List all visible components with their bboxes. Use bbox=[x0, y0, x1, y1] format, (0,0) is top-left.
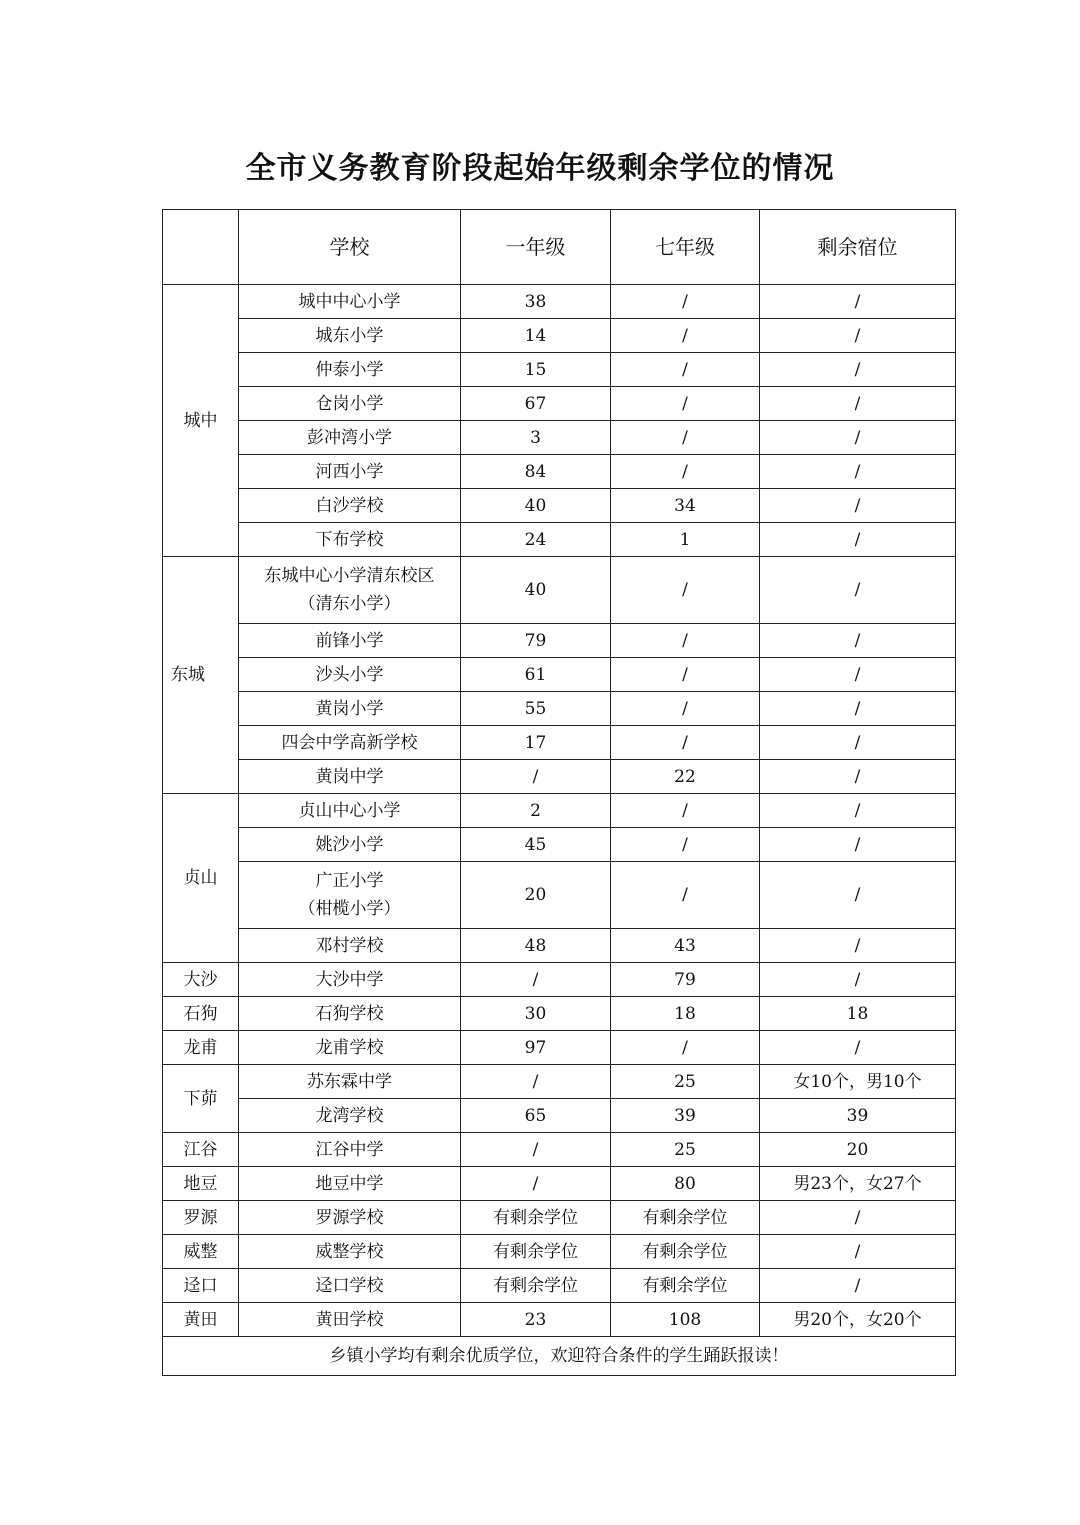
table-row bbox=[163, 353, 956, 387]
school-cell: 迳口学校 bbox=[239, 1269, 461, 1303]
town-cell: 江谷 bbox=[163, 1133, 239, 1167]
school-cell: 白沙学校 bbox=[239, 489, 461, 523]
grade1-cell: / bbox=[461, 1133, 611, 1167]
table-row bbox=[163, 1167, 956, 1201]
school-cell: 黄岗小学 bbox=[239, 692, 461, 726]
school-name-line1: 东城中心小学清东校区 bbox=[264, 566, 435, 586]
grade1-cell: 有剩余学位 bbox=[461, 1235, 611, 1269]
grade7-cell: 25 bbox=[611, 1065, 760, 1099]
dorm-cell: 18 bbox=[760, 997, 956, 1031]
school-cell: 威整学校 bbox=[239, 1235, 461, 1269]
table-row bbox=[163, 455, 956, 489]
grade7-cell: / bbox=[611, 658, 760, 692]
school-cell: 城中中心小学 bbox=[239, 285, 461, 319]
school-cell: 龙湾学校 bbox=[239, 1099, 461, 1133]
school-cell bbox=[239, 557, 461, 624]
school-name-line2: （清东小学） bbox=[298, 594, 401, 614]
school-cell: 石狗学校 bbox=[239, 997, 461, 1031]
school-cell: 姚沙小学 bbox=[239, 828, 461, 862]
grade7-cell: / bbox=[611, 862, 760, 929]
grade7-cell: / bbox=[611, 624, 760, 658]
grade1-cell: 84 bbox=[461, 455, 611, 489]
dorm-cell: / bbox=[760, 353, 956, 387]
grade1-cell: 23 bbox=[461, 1303, 611, 1337]
grade7-cell: / bbox=[611, 692, 760, 726]
school-cell bbox=[239, 862, 461, 929]
grade1-cell: 97 bbox=[461, 1031, 611, 1065]
grade1-cell: 24 bbox=[461, 523, 611, 557]
dorm-cell: / bbox=[760, 862, 956, 929]
dorm-cell: / bbox=[760, 1201, 956, 1235]
grade1-cell: 3 bbox=[461, 421, 611, 455]
header-school: 学校 bbox=[239, 210, 461, 285]
school-cell: 龙甫学校 bbox=[239, 1031, 461, 1065]
grade1-cell: 48 bbox=[461, 929, 611, 963]
town-cell: 东城 bbox=[163, 557, 239, 794]
school-cell: 苏东霖中学 bbox=[239, 1065, 461, 1099]
header-dorm: 剩余宿位 bbox=[760, 210, 956, 285]
town-cell: 迳口 bbox=[163, 1269, 239, 1303]
dorm-cell: 男23个，女27个 bbox=[760, 1167, 956, 1201]
dorm-cell: 男20个，女20个 bbox=[760, 1303, 956, 1337]
dorm-cell: / bbox=[760, 794, 956, 828]
dorm-cell: / bbox=[760, 387, 956, 421]
school-cell: 前锋小学 bbox=[239, 624, 461, 658]
table-row bbox=[163, 489, 956, 523]
table-row bbox=[163, 1201, 956, 1235]
grade7-cell: / bbox=[611, 557, 760, 624]
school-cell: 城东小学 bbox=[239, 319, 461, 353]
grade7-cell: / bbox=[611, 387, 760, 421]
grade7-cell: 39 bbox=[611, 1099, 760, 1133]
town-cell: 下茆 bbox=[163, 1065, 239, 1133]
table-row bbox=[163, 624, 956, 658]
dorm-cell: / bbox=[760, 285, 956, 319]
school-name-line2: （柑榄小学） bbox=[298, 899, 401, 919]
table-row bbox=[163, 862, 956, 929]
footer-note-row bbox=[163, 1337, 956, 1376]
grade7-cell: 80 bbox=[611, 1167, 760, 1201]
page-title: 全市义务教育阶段起始年级剩余学位的情况 bbox=[245, 151, 835, 186]
footer-note: 乡镇小学均有剩余优质学位，欢迎符合条件的学生踊跃报读！ bbox=[163, 1337, 956, 1376]
grade7-cell: 1 bbox=[611, 523, 760, 557]
grade1-cell: / bbox=[461, 963, 611, 997]
town-cell: 大沙 bbox=[163, 963, 239, 997]
dorm-cell: / bbox=[760, 1031, 956, 1065]
school-cell: 贞山中心小学 bbox=[239, 794, 461, 828]
grade7-cell: 25 bbox=[611, 1133, 760, 1167]
grade7-cell: 43 bbox=[611, 929, 760, 963]
grade1-cell: 有剩余学位 bbox=[461, 1269, 611, 1303]
school-cell: 大沙中学 bbox=[239, 963, 461, 997]
school-cell: 地豆中学 bbox=[239, 1167, 461, 1201]
table-row bbox=[163, 658, 956, 692]
dorm-cell: / bbox=[760, 624, 956, 658]
grade7-cell: / bbox=[611, 828, 760, 862]
school-cell: 黄岗中学 bbox=[239, 760, 461, 794]
table-row bbox=[163, 929, 956, 963]
grade1-cell: 有剩余学位 bbox=[461, 1201, 611, 1235]
grade7-cell: 22 bbox=[611, 760, 760, 794]
grade1-cell: 55 bbox=[461, 692, 611, 726]
dorm-cell: / bbox=[760, 760, 956, 794]
grade7-cell: 79 bbox=[611, 963, 760, 997]
table-row bbox=[163, 557, 956, 624]
table-row bbox=[163, 1031, 956, 1065]
table-row bbox=[163, 997, 956, 1031]
town-cell: 石狗 bbox=[163, 997, 239, 1031]
town-cell: 威整 bbox=[163, 1235, 239, 1269]
table-row bbox=[163, 1269, 956, 1303]
dorm-cell: / bbox=[760, 489, 956, 523]
grade1-cell: 40 bbox=[461, 489, 611, 523]
table-row bbox=[163, 319, 956, 353]
dorm-cell: / bbox=[760, 726, 956, 760]
table-row bbox=[163, 692, 956, 726]
school-cell: 下布学校 bbox=[239, 523, 461, 557]
town-cell: 地豆 bbox=[163, 1167, 239, 1201]
table-row bbox=[163, 1235, 956, 1269]
table-row bbox=[163, 828, 956, 862]
grade1-cell: 30 bbox=[461, 997, 611, 1031]
school-cell: 四会中学高新学校 bbox=[239, 726, 461, 760]
grade7-cell: / bbox=[611, 319, 760, 353]
dorm-cell: 20 bbox=[760, 1133, 956, 1167]
town-cell: 城中 bbox=[163, 285, 239, 557]
dorm-cell: / bbox=[760, 692, 956, 726]
dorm-cell: 39 bbox=[760, 1099, 956, 1133]
dorm-cell: / bbox=[760, 658, 956, 692]
table-row bbox=[163, 1099, 956, 1133]
header-town bbox=[163, 210, 239, 285]
grade7-cell: 有剩余学位 bbox=[611, 1235, 760, 1269]
dorm-cell: / bbox=[760, 319, 956, 353]
grade7-cell: 18 bbox=[611, 997, 760, 1031]
grade7-cell: / bbox=[611, 353, 760, 387]
school-cell: 沙头小学 bbox=[239, 658, 461, 692]
school-cell: 黄田学校 bbox=[239, 1303, 461, 1337]
grade1-cell: 38 bbox=[461, 285, 611, 319]
grade7-cell: 108 bbox=[611, 1303, 760, 1337]
school-cell: 邓村学校 bbox=[239, 929, 461, 963]
grade1-cell: / bbox=[461, 1065, 611, 1099]
grade7-cell: / bbox=[611, 794, 760, 828]
grade7-cell: 有剩余学位 bbox=[611, 1201, 760, 1235]
table-row bbox=[163, 1065, 956, 1099]
grade1-cell: 40 bbox=[461, 557, 611, 624]
table-row bbox=[163, 285, 956, 319]
grade1-cell: 17 bbox=[461, 726, 611, 760]
table-row bbox=[163, 1303, 956, 1337]
dorm-cell: / bbox=[760, 455, 956, 489]
grade1-cell: 15 bbox=[461, 353, 611, 387]
dorm-cell: / bbox=[760, 963, 956, 997]
grade7-cell: 34 bbox=[611, 489, 760, 523]
table-row bbox=[163, 760, 956, 794]
grade1-cell: 20 bbox=[461, 862, 611, 929]
dorm-cell: / bbox=[760, 929, 956, 963]
dorm-cell: / bbox=[760, 1235, 956, 1269]
table-row bbox=[163, 963, 956, 997]
town-cell: 黄田 bbox=[163, 1303, 239, 1337]
header-grade1: 一年级 bbox=[461, 210, 611, 285]
remaining-places-table bbox=[162, 209, 956, 1376]
grade1-cell: 67 bbox=[461, 387, 611, 421]
grade1-cell: 14 bbox=[461, 319, 611, 353]
school-cell: 仲泰小学 bbox=[239, 353, 461, 387]
table-row bbox=[163, 794, 956, 828]
dorm-cell: / bbox=[760, 421, 956, 455]
grade7-cell: 有剩余学位 bbox=[611, 1269, 760, 1303]
school-cell: 河西小学 bbox=[239, 455, 461, 489]
dorm-cell: / bbox=[760, 523, 956, 557]
grade7-cell: / bbox=[611, 455, 760, 489]
dorm-cell: / bbox=[760, 557, 956, 624]
grade1-cell: / bbox=[461, 760, 611, 794]
dorm-cell: / bbox=[760, 828, 956, 862]
grade1-cell: 2 bbox=[461, 794, 611, 828]
header-grade7: 七年级 bbox=[611, 210, 760, 285]
school-cell: 仓岗小学 bbox=[239, 387, 461, 421]
school-cell: 罗源学校 bbox=[239, 1201, 461, 1235]
grade1-cell: 79 bbox=[461, 624, 611, 658]
table-row bbox=[163, 387, 956, 421]
table-row bbox=[163, 726, 956, 760]
grade1-cell: / bbox=[461, 1167, 611, 1201]
dorm-cell: / bbox=[760, 1269, 956, 1303]
grade1-cell: 45 bbox=[461, 828, 611, 862]
town-cell: 龙甫 bbox=[163, 1031, 239, 1065]
table-row bbox=[163, 523, 956, 557]
grade7-cell: / bbox=[611, 421, 760, 455]
school-cell: 江谷中学 bbox=[239, 1133, 461, 1167]
table-row bbox=[163, 1133, 956, 1167]
grade7-cell: / bbox=[611, 726, 760, 760]
school-cell: 彭冲湾小学 bbox=[239, 421, 461, 455]
school-name-line1: 广正小学 bbox=[315, 871, 384, 891]
grade7-cell: / bbox=[611, 1031, 760, 1065]
header-row bbox=[163, 210, 956, 285]
town-cell: 贞山 bbox=[163, 794, 239, 963]
town-cell: 罗源 bbox=[163, 1201, 239, 1235]
dorm-cell: 女10个，男10个 bbox=[760, 1065, 956, 1099]
table-row bbox=[163, 421, 956, 455]
grade1-cell: 61 bbox=[461, 658, 611, 692]
grade1-cell: 65 bbox=[461, 1099, 611, 1133]
grade7-cell: / bbox=[611, 285, 760, 319]
